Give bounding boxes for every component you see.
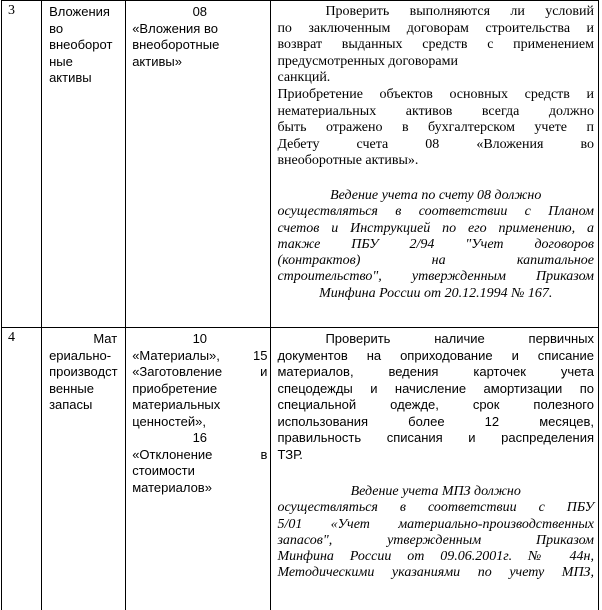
- category-cell: [42, 328, 126, 610]
- category-cell: [42, 1, 126, 328]
- check-cell: [271, 1, 599, 328]
- table-row: [2, 328, 599, 610]
- regulation-note-wrap: [271, 463, 598, 582]
- check-cell: [271, 328, 599, 610]
- account-name-line: активы»: [132, 53, 182, 69]
- note-line: осуществляться в соответствии с ПБУ: [277, 500, 594, 516]
- check-line: Дебету счета 08 «Вложения во: [277, 136, 594, 152]
- account-code: 15: [252, 347, 268, 363]
- note-line: 5/01 «Учет материально-производственных: [277, 516, 594, 532]
- check-line: Проверить наличие первичных: [325, 331, 594, 346]
- row-number-cell: [2, 328, 42, 610]
- note-line: запасов", утвержденным Приказом: [277, 532, 594, 548]
- note-line: также ПБУ 2/94 "Учет договоров: [277, 236, 594, 252]
- note-line: счетов и Инструкцией по его применению, а: [277, 220, 594, 236]
- account-name: «Материалы»,: [132, 347, 220, 363]
- category-text: [42, 328, 125, 414]
- category-line: внеоборот: [49, 37, 113, 52]
- row-number: 4: [8, 330, 15, 345]
- category-text: [42, 1, 125, 87]
- category-line: производст: [49, 364, 118, 379]
- category-line: ные: [49, 53, 73, 69]
- account-name-line: приобретение: [132, 380, 218, 396]
- account-text: [126, 1, 270, 70]
- audit-table: [1, 0, 599, 610]
- check-line: предусмотренных договорами: [277, 53, 458, 69]
- category-line: ериально-: [49, 347, 112, 363]
- category-line: Мат: [93, 331, 118, 346]
- account-code: 10: [192, 331, 208, 346]
- category-line: запасы: [49, 397, 93, 412]
- account-text: [126, 328, 270, 496]
- account-name-line: «Отклонение в: [132, 446, 268, 462]
- regulation-note: [277, 188, 594, 302]
- account-name-line: ценностей»,: [132, 413, 206, 429]
- note-line: (контрактов) на капитальное: [277, 253, 594, 269]
- spacer: [277, 170, 594, 188]
- regulation-note: [277, 484, 594, 582]
- check-text: [271, 1, 598, 302]
- account-name-line: стоимости: [132, 463, 195, 478]
- check-line: нематериальных активов всегда должно: [277, 103, 594, 119]
- check-line: санкций.: [277, 70, 331, 86]
- note-line: Минфина России от 09.06.2001г. № 44н,: [277, 549, 594, 565]
- check-line: ТЗР.: [277, 446, 303, 462]
- check-line: Проверить выполняются ли условий: [325, 4, 594, 19]
- account-code: 08: [192, 4, 208, 19]
- account-code: 16: [192, 430, 208, 445]
- check-line: правильность списания и распределения: [277, 430, 594, 445]
- note-line: Методическими указаниями по учету МПЗ,: [277, 565, 594, 581]
- check-line: внеоборотные активы».: [277, 153, 419, 169]
- check-line: Приобретение объектов основных средств и: [277, 86, 594, 102]
- account-name-line: внеоборотные: [132, 37, 220, 52]
- check-line: материалов, ведения карточек учета: [277, 364, 594, 379]
- table-row: [2, 1, 599, 328]
- row-number: 3: [8, 3, 15, 18]
- check-text: [271, 328, 598, 463]
- account-name-line: материалов»: [132, 479, 212, 495]
- note-line: осуществляться в соответствии с Планом: [277, 204, 594, 220]
- check-line: использования более 12 месяцев,: [277, 413, 594, 429]
- note-line: Ведение учета МПЗ должно: [350, 484, 521, 499]
- category-line: во: [49, 20, 64, 36]
- check-line: быть отражено в бухгалтерском учете п: [277, 120, 594, 136]
- note-line: Ведение учета по счету 08 должно: [330, 187, 542, 203]
- check-line: по заключенным договорам строительства и: [277, 20, 594, 36]
- check-line: документов на оприходование и списание: [277, 347, 594, 363]
- row-number-cell: [2, 1, 42, 328]
- account-cell: [126, 1, 271, 328]
- category-line: венные: [49, 380, 94, 396]
- check-line: специальной одежде, срок полезного: [277, 397, 594, 412]
- category-line: Вложения: [49, 4, 110, 19]
- note-line: Минфина России от 20.12.1994 № 167.: [319, 285, 553, 301]
- account-name-line: материальных: [132, 397, 221, 412]
- account-name-line: [132, 348, 267, 365]
- category-line: активы: [49, 70, 92, 85]
- account-name-line: «Заготовление и: [132, 364, 268, 379]
- check-line: спецодежды и начисление амортизации по: [277, 380, 594, 396]
- account-name-line: «Вложения во: [132, 20, 218, 36]
- account-cell: [126, 328, 271, 610]
- note-line: строительство", утвержденным Приказом: [277, 269, 594, 285]
- check-line: возврат выданных средств с применением: [277, 37, 594, 53]
- spacer: [277, 466, 594, 484]
